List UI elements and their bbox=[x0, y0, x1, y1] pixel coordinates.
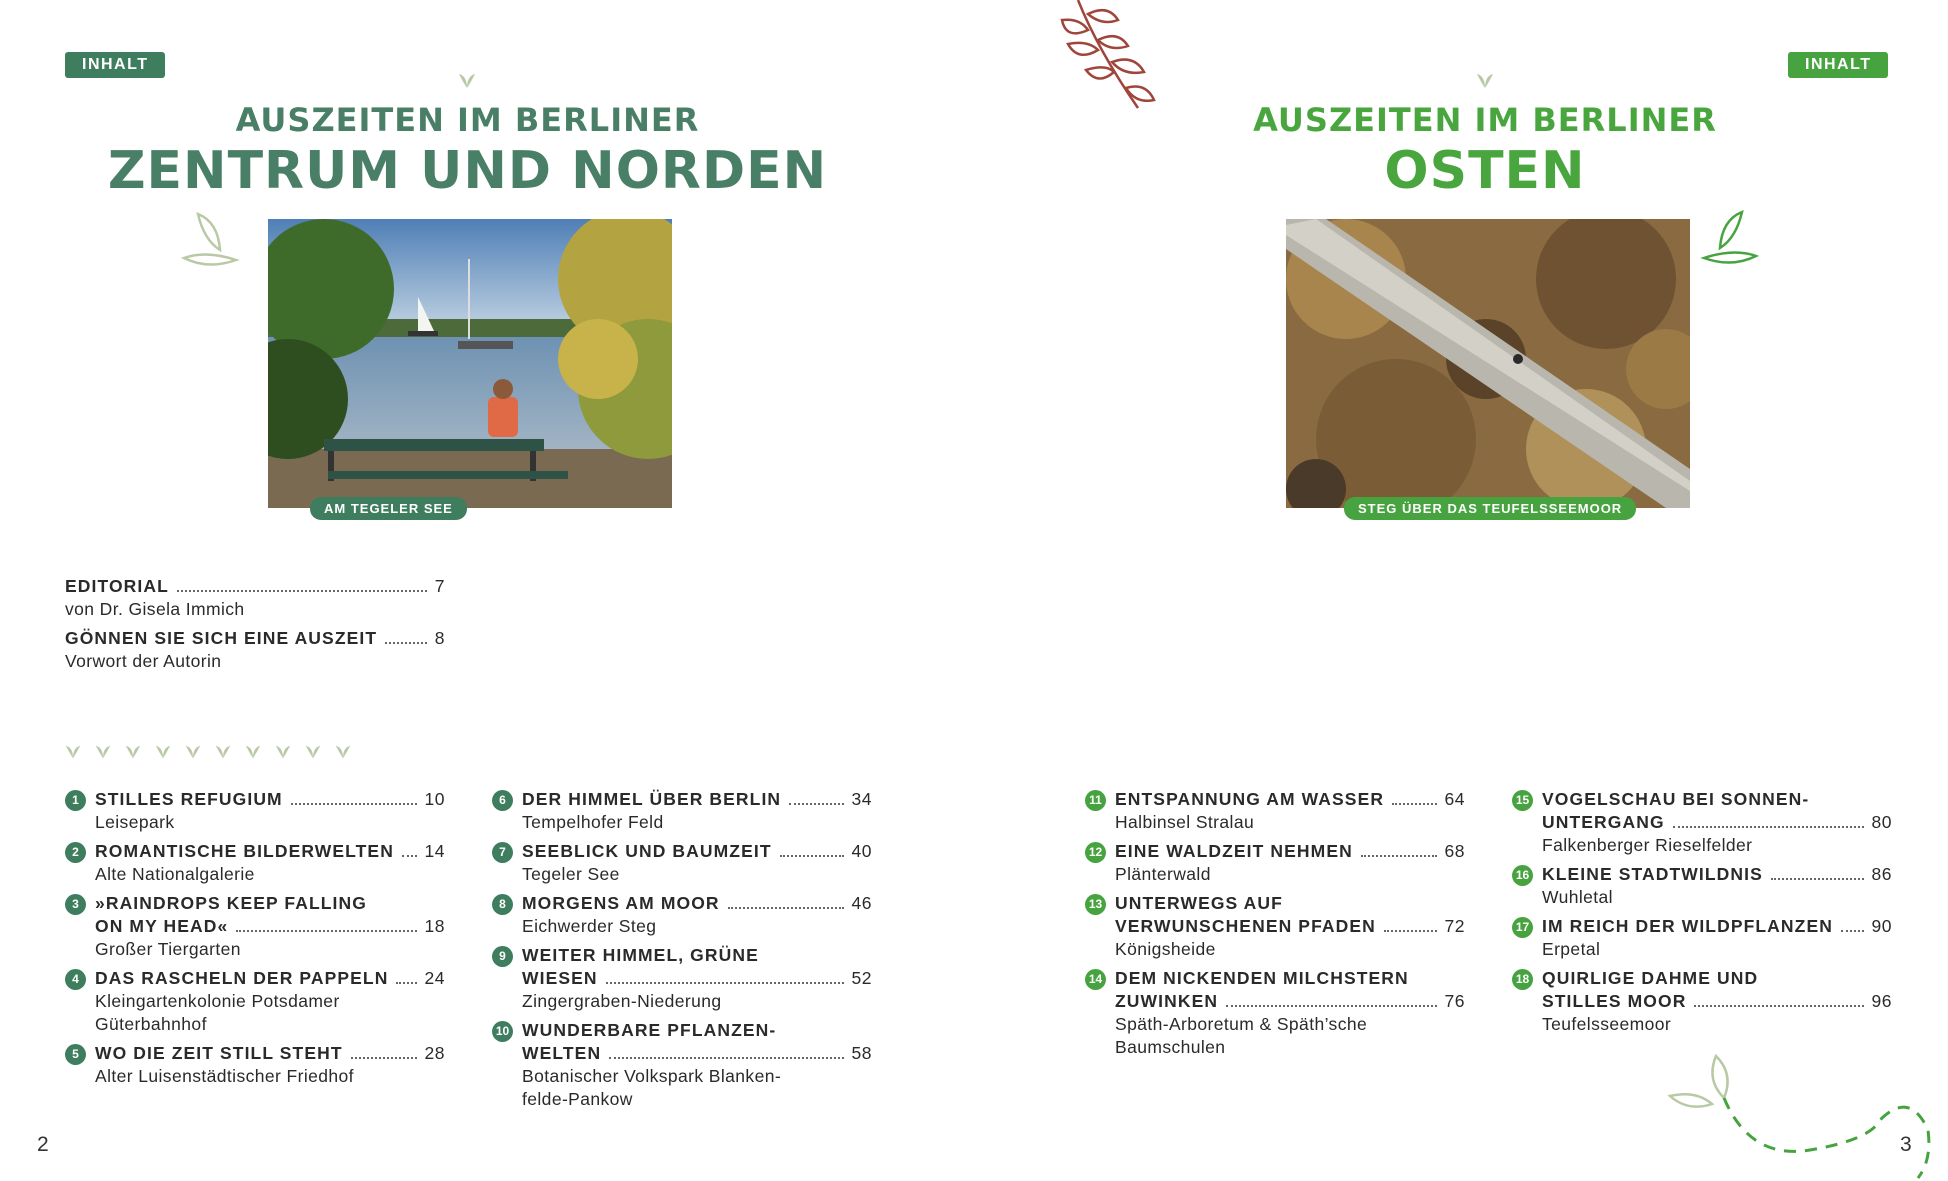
entry-subtitle: Erpetal bbox=[1542, 939, 1601, 959]
toc-column-3 bbox=[1085, 788, 1465, 1065]
entry-subtitle: Zingergraben-Niederung bbox=[522, 991, 722, 1011]
entry-page: 80 bbox=[1871, 812, 1892, 832]
entry-title: EDITORIAL bbox=[65, 576, 169, 596]
leaf-divider-icon bbox=[154, 744, 172, 760]
entry-page: 8 bbox=[434, 628, 445, 648]
entry-number-badge: 12 bbox=[1085, 842, 1106, 863]
entry-title-first-line: WEITER HIMMEL, GRÜNE bbox=[522, 945, 759, 965]
entry-title-first-line: »RAINDROPS KEEP FALLING bbox=[95, 893, 367, 913]
entry-subtitle: Teufelsseemoor bbox=[1542, 1014, 1672, 1034]
entry-subtitle-2: Güterbahnhof bbox=[95, 1014, 207, 1034]
entry-number-badge: 15 bbox=[1512, 790, 1533, 811]
entry-subtitle: Königsheide bbox=[1115, 939, 1216, 959]
entry-page: 40 bbox=[851, 841, 872, 861]
leaf-trail-icon bbox=[1660, 1050, 1948, 1181]
entry-subtitle: Alte Nationalgalerie bbox=[95, 864, 255, 884]
leaf-divider-icon bbox=[274, 744, 292, 760]
list-item bbox=[1512, 863, 1892, 909]
entry-title-first-line: QUIRLIGE DAHME UND bbox=[1542, 968, 1759, 988]
entry-subtitle: Tempelhofer Feld bbox=[522, 812, 664, 832]
list-item bbox=[1512, 788, 1892, 857]
entry-page: 24 bbox=[424, 968, 445, 988]
entry-title: SEEBLICK UND BAUMZEIT bbox=[522, 841, 772, 861]
entry-number-badge: 5 bbox=[65, 1044, 86, 1065]
entry-title: ZUWINKEN bbox=[1115, 991, 1219, 1011]
entry-number-badge: 11 bbox=[1085, 790, 1106, 811]
entry-number-badge: 7 bbox=[492, 842, 513, 863]
entry-title-first-line: WUNDERBARE PFLANZEN- bbox=[522, 1020, 777, 1040]
entry-title: WIESEN bbox=[522, 968, 598, 988]
entry-subtitle: Falkenberger Rieselfelder bbox=[1542, 835, 1753, 855]
entry-number-badge: 2 bbox=[65, 842, 86, 863]
entry-page: 90 bbox=[1871, 916, 1892, 936]
entry-title: ENTSPANNUNG AM WASSER bbox=[1115, 789, 1385, 809]
leaf-divider-row bbox=[64, 744, 352, 760]
list-item bbox=[65, 1042, 445, 1088]
list-item bbox=[492, 788, 872, 834]
entry-number-badge: 9 bbox=[492, 946, 513, 967]
entry-number-badge: 8 bbox=[492, 894, 513, 915]
entry-subtitle: von Dr. Gisela Immich bbox=[65, 599, 245, 619]
list-item bbox=[65, 627, 445, 673]
heading-subtitle: AUSZEITEN IM BERLINER bbox=[235, 101, 700, 139]
toc-column-1 bbox=[65, 788, 445, 1094]
entry-subtitle: Eichwerder Steg bbox=[522, 916, 657, 936]
list-item bbox=[65, 788, 445, 834]
entry-title: VERWUNSCHENEN PFADEN bbox=[1115, 916, 1376, 936]
small-leaf-icon bbox=[1475, 72, 1495, 90]
entry-page: 34 bbox=[851, 789, 872, 809]
heading-subtitle: AUSZEITEN IM BERLINER bbox=[1253, 101, 1717, 139]
list-item bbox=[65, 892, 445, 961]
entry-subtitle: Halbinsel Stralau bbox=[1115, 812, 1255, 832]
leaf-sprig-icon bbox=[1700, 208, 1760, 264]
section-heading-left bbox=[100, 100, 835, 202]
leaf-sprig-icon bbox=[180, 210, 240, 266]
entry-page: 7 bbox=[434, 576, 445, 596]
list-item bbox=[65, 840, 445, 886]
list-item bbox=[65, 575, 445, 621]
entry-number-badge: 14 bbox=[1085, 969, 1106, 990]
photo-caption-left: AM TEGELER SEE bbox=[310, 497, 467, 520]
entry-page: 76 bbox=[1444, 991, 1465, 1011]
entry-title: DER HIMMEL ÜBER BERLIN bbox=[522, 789, 782, 809]
entry-subtitle: Späth-Arboretum & Späth’sche bbox=[1115, 1014, 1368, 1034]
photo-teufelsseemoor bbox=[1286, 219, 1690, 508]
photo-caption-right: STEG ÜBER DAS TEUFELSSEEMOOR bbox=[1344, 497, 1636, 520]
entry-page: 86 bbox=[1871, 864, 1892, 884]
leaf-divider-icon bbox=[214, 744, 232, 760]
entry-title: EINE WALDZEIT NEHMEN bbox=[1115, 841, 1353, 861]
entry-page: 28 bbox=[424, 1043, 445, 1063]
leaf-divider-icon bbox=[64, 744, 82, 760]
list-item bbox=[492, 1019, 872, 1111]
entry-page: 10 bbox=[424, 789, 445, 809]
leaf-divider-icon bbox=[244, 744, 262, 760]
entry-title-first-line: VOGELSCHAU BEI SONNEN- bbox=[1542, 789, 1810, 809]
entry-number-badge: 4 bbox=[65, 969, 86, 990]
entry-subtitle: Kleingartenkolonie Potsdamer bbox=[95, 991, 340, 1011]
entry-title: ROMANTISCHE BILDERWELTEN bbox=[95, 841, 394, 861]
heading-title: OSTEN bbox=[1384, 141, 1586, 201]
entry-page: 96 bbox=[1871, 991, 1892, 1011]
entry-number-badge: 6 bbox=[492, 790, 513, 811]
leaf-divider-icon bbox=[184, 744, 202, 760]
entry-title: STILLES MOOR bbox=[1542, 991, 1687, 1011]
entry-title: GÖNNEN SIE SICH EINE AUSZEIT bbox=[65, 628, 378, 648]
leaf-divider-icon bbox=[334, 744, 352, 760]
entry-title: STILLES REFUGIUM bbox=[95, 789, 283, 809]
leaf-divider-icon bbox=[124, 744, 142, 760]
entry-title: ON MY HEAD« bbox=[95, 916, 229, 936]
entry-title: UNTERGANG bbox=[1542, 812, 1665, 832]
entry-number-badge: 16 bbox=[1512, 865, 1533, 886]
section-heading-right bbox=[1150, 100, 1820, 202]
brown-leaf-branch-icon bbox=[1058, 0, 1158, 112]
list-item bbox=[492, 892, 872, 938]
page-number-right: 3 bbox=[1900, 1133, 1912, 1156]
entry-title: KLEINE STADTWILDNIS bbox=[1542, 864, 1763, 884]
entry-subtitle: Tegeler See bbox=[522, 864, 620, 884]
leaf-divider-icon bbox=[94, 744, 112, 760]
entry-page: 18 bbox=[424, 916, 445, 936]
list-item bbox=[1085, 967, 1465, 1059]
list-item bbox=[65, 967, 445, 1036]
entry-subtitle: Vorwort der Autorin bbox=[65, 651, 222, 671]
entry-page: 68 bbox=[1444, 841, 1465, 861]
toc-column-2 bbox=[492, 788, 872, 1117]
entry-subtitle-2: Baumschulen bbox=[1115, 1037, 1226, 1057]
leaf-divider-icon bbox=[304, 744, 322, 760]
entry-number-badge: 3 bbox=[65, 894, 86, 915]
entry-title: WO DIE ZEIT STILL STEHT bbox=[95, 1043, 343, 1063]
list-item bbox=[1085, 788, 1465, 834]
list-item bbox=[1512, 915, 1892, 961]
toc-column-4 bbox=[1512, 788, 1892, 1042]
entry-title-first-line: DEM NICKENDEN MILCHSTERN bbox=[1115, 968, 1409, 988]
entry-subtitle: Plänterwald bbox=[1115, 864, 1211, 884]
front-matter-list bbox=[65, 575, 445, 679]
entry-subtitle-2: felde-Pankow bbox=[522, 1089, 633, 1109]
entry-title: DAS RASCHELN DER PAPPELN bbox=[95, 968, 389, 988]
entry-title: MORGENS AM MOOR bbox=[522, 893, 720, 913]
list-item bbox=[1085, 892, 1465, 961]
entry-subtitle: Wuhletal bbox=[1542, 887, 1613, 907]
entry-page: 46 bbox=[851, 893, 872, 913]
entry-number-badge: 10 bbox=[492, 1021, 513, 1042]
entry-subtitle: Alter Luisenstädtischer Friedhof bbox=[95, 1066, 354, 1086]
photo-tegeler-see bbox=[268, 219, 672, 508]
entry-title: IM REICH DER WILDPFLANZEN bbox=[1542, 916, 1833, 936]
page-number-left: 2 bbox=[37, 1133, 49, 1156]
entry-subtitle: Botanischer Volkspark Blanken- bbox=[522, 1066, 782, 1086]
section-tag-left: INHALT bbox=[65, 52, 165, 78]
entry-number-badge: 13 bbox=[1085, 894, 1106, 915]
entry-subtitle: Leisepark bbox=[95, 812, 175, 832]
list-item bbox=[1512, 967, 1892, 1036]
entry-subtitle: Großer Tiergarten bbox=[95, 939, 241, 959]
section-tag-right: INHALT bbox=[1788, 52, 1888, 78]
entry-title-first-line: UNTERWEGS AUF bbox=[1115, 893, 1283, 913]
small-leaf-icon bbox=[457, 72, 477, 90]
list-item bbox=[492, 944, 872, 1013]
list-item bbox=[1085, 840, 1465, 886]
entry-number-badge: 18 bbox=[1512, 969, 1533, 990]
entry-number-badge: 1 bbox=[65, 790, 86, 811]
entry-page: 58 bbox=[851, 1043, 872, 1063]
entry-page: 52 bbox=[851, 968, 872, 988]
entry-page: 64 bbox=[1444, 789, 1465, 809]
entry-title: WELTEN bbox=[522, 1043, 602, 1063]
entry-number-badge: 17 bbox=[1512, 917, 1533, 938]
entry-page: 14 bbox=[424, 841, 445, 861]
list-item bbox=[492, 840, 872, 886]
entry-page: 72 bbox=[1444, 916, 1465, 936]
heading-title: ZENTRUM UND NORDEN bbox=[107, 141, 828, 201]
